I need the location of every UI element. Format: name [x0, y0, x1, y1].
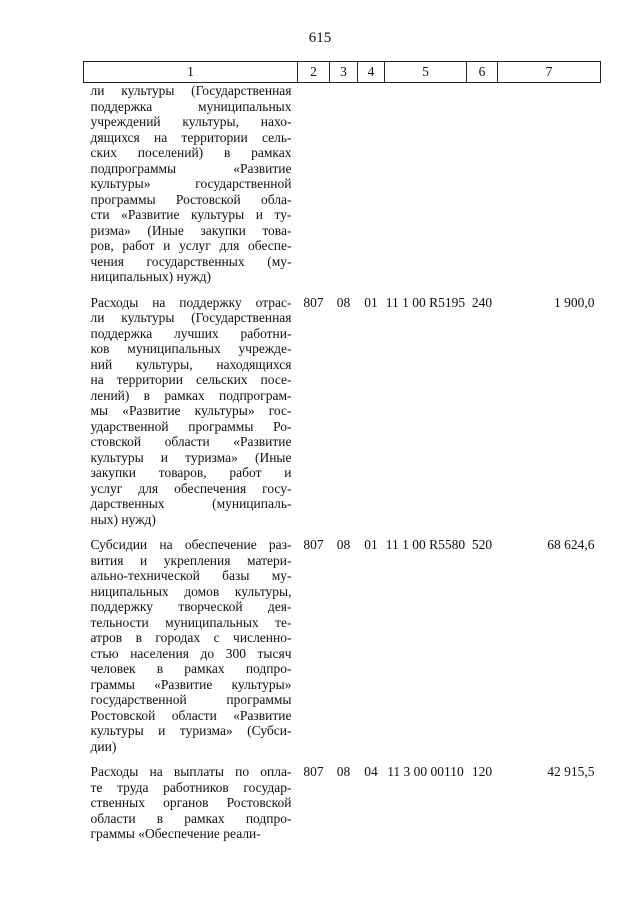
expense-type-code: 120	[471, 764, 493, 779]
description-line: вития и укрепления матери-	[90, 552, 292, 568]
description-line: стью населения до 300 тысяч	[90, 645, 292, 661]
description-line: культуры» государственной	[90, 176, 292, 191]
description-line: ских поселений) в рамках	[90, 145, 292, 160]
description-line: Субсидии на обеспечение раз-	[90, 537, 292, 552]
column-header-2: 2	[298, 62, 330, 83]
ministry-code	[298, 83, 330, 295]
ministry-code: 807	[303, 764, 324, 779]
table-body	[84, 83, 601, 852]
description-line: ственных органов Ростовской	[90, 795, 292, 810]
description-line: услуг для обеспечения госу-	[90, 480, 292, 496]
page-number: 615	[308, 30, 332, 46]
description-line: ров, работ и услуг для обеспе-	[90, 238, 292, 253]
expense-type-code: 520	[471, 537, 493, 552]
ministry-code: 807	[303, 294, 324, 310]
description-line: на территории сельских посе-	[90, 372, 292, 387]
budget-table	[83, 61, 601, 852]
amount-value: 1 900,0	[554, 294, 595, 310]
description-line: ков муниципальных учрежде-	[90, 341, 292, 356]
description-line: чения государственных (му-	[90, 253, 292, 269]
description-line: поддержка муниципальных	[90, 98, 292, 114]
description-line: ний культуры, находящихся	[90, 356, 292, 372]
amount-value	[498, 83, 601, 295]
description-line: дарственных (муниципаль-	[90, 496, 292, 511]
target-article-code: 11 1 00 R5580	[385, 537, 466, 552]
row-description	[84, 764, 298, 852]
description-line: ниципальных домов культуры,	[90, 583, 292, 599]
description-line: граммы «Обеспечение реали-	[90, 826, 261, 841]
target-article-code	[385, 83, 467, 295]
description-line: граммы «Развитие культуры»	[90, 676, 292, 692]
description-line: ли культуры (Государственная	[90, 83, 292, 98]
description-line: государственной программы	[90, 692, 292, 707]
description-line: сти «Развитие культуры и ту-	[90, 207, 292, 222]
description-line: дящихся на территории сель-	[90, 129, 292, 145]
ministry-code: 807	[303, 537, 324, 552]
description-line: учреждений культуры, нахо-	[90, 114, 292, 129]
expense-type-code	[467, 83, 498, 295]
section-code: 08	[336, 764, 351, 779]
table-header-row	[84, 62, 601, 83]
row-description	[84, 83, 298, 295]
description-line: ниципальных) нужд)	[90, 269, 212, 284]
expense-type-code: 240	[471, 294, 493, 310]
column-header-7: 7	[498, 62, 601, 83]
description-line: культуры и туризма» (Иные	[90, 449, 292, 465]
description-line: дии)	[90, 738, 117, 754]
description-line: поддержка лучших работни-	[90, 325, 292, 341]
target-article-code: 11 1 00 R5195	[385, 294, 466, 310]
column-header-4: 4	[358, 62, 385, 83]
description-line: Ростовской области «Развитие	[90, 707, 292, 723]
description-line: ризма» (Иные закупки това-	[90, 222, 292, 238]
description-line: поддержку творческой дея-	[90, 599, 292, 614]
section-code	[330, 83, 358, 295]
description-line: те труда работников государ-	[90, 779, 292, 795]
table-row	[84, 764, 601, 852]
description-line: области в рамках подпро-	[90, 810, 292, 826]
subsection-code: 04	[364, 764, 378, 779]
subsection-code: 01	[364, 537, 378, 552]
description-line: программы Ростовской обла-	[90, 191, 292, 207]
section-code: 08	[336, 537, 351, 552]
description-line: человек в рамках подпро-	[90, 661, 292, 676]
description-line: лений) в рамках подпрограм-	[90, 387, 292, 403]
subsection-code: 01	[364, 294, 378, 310]
row-description	[84, 537, 298, 764]
table-row	[84, 537, 601, 764]
description-line: ли культуры (Государственная	[90, 310, 292, 325]
target-article-code: 11 3 00 00110	[387, 764, 464, 779]
description-line: ударственной программы Ро-	[90, 418, 292, 434]
table-row	[84, 295, 601, 538]
column-header-3: 3	[330, 62, 358, 83]
description-line: культуры и туризма» (Субси-	[90, 723, 292, 738]
amount-value: 42 915,5	[547, 764, 595, 779]
amount-value: 68 624,6	[547, 537, 595, 552]
column-header-5: 5	[385, 62, 467, 83]
description-line: стовской области «Развитие	[90, 434, 292, 449]
description-line: тельности муниципальных те-	[90, 614, 292, 630]
description-line: подпрограммы «Развитие	[90, 160, 292, 176]
description-line: Расходы на поддержку отрас-	[90, 294, 292, 310]
description-line: закупки товаров, работ и	[90, 465, 292, 480]
description-line: атров в городах с численно-	[90, 630, 292, 645]
column-header-1: 1	[84, 62, 298, 83]
row-description	[84, 295, 298, 538]
table-row	[84, 83, 601, 295]
description-line: ально-технической базы му-	[90, 568, 292, 583]
description-line: мы «Развитие культуры» гос-	[90, 403, 292, 418]
subsection-code	[358, 83, 385, 295]
description-line: ных) нужд)	[90, 511, 156, 527]
column-header-6: 6	[467, 62, 498, 83]
description-line: Расходы на выплаты по опла-	[90, 764, 292, 779]
section-code: 08	[336, 294, 351, 310]
